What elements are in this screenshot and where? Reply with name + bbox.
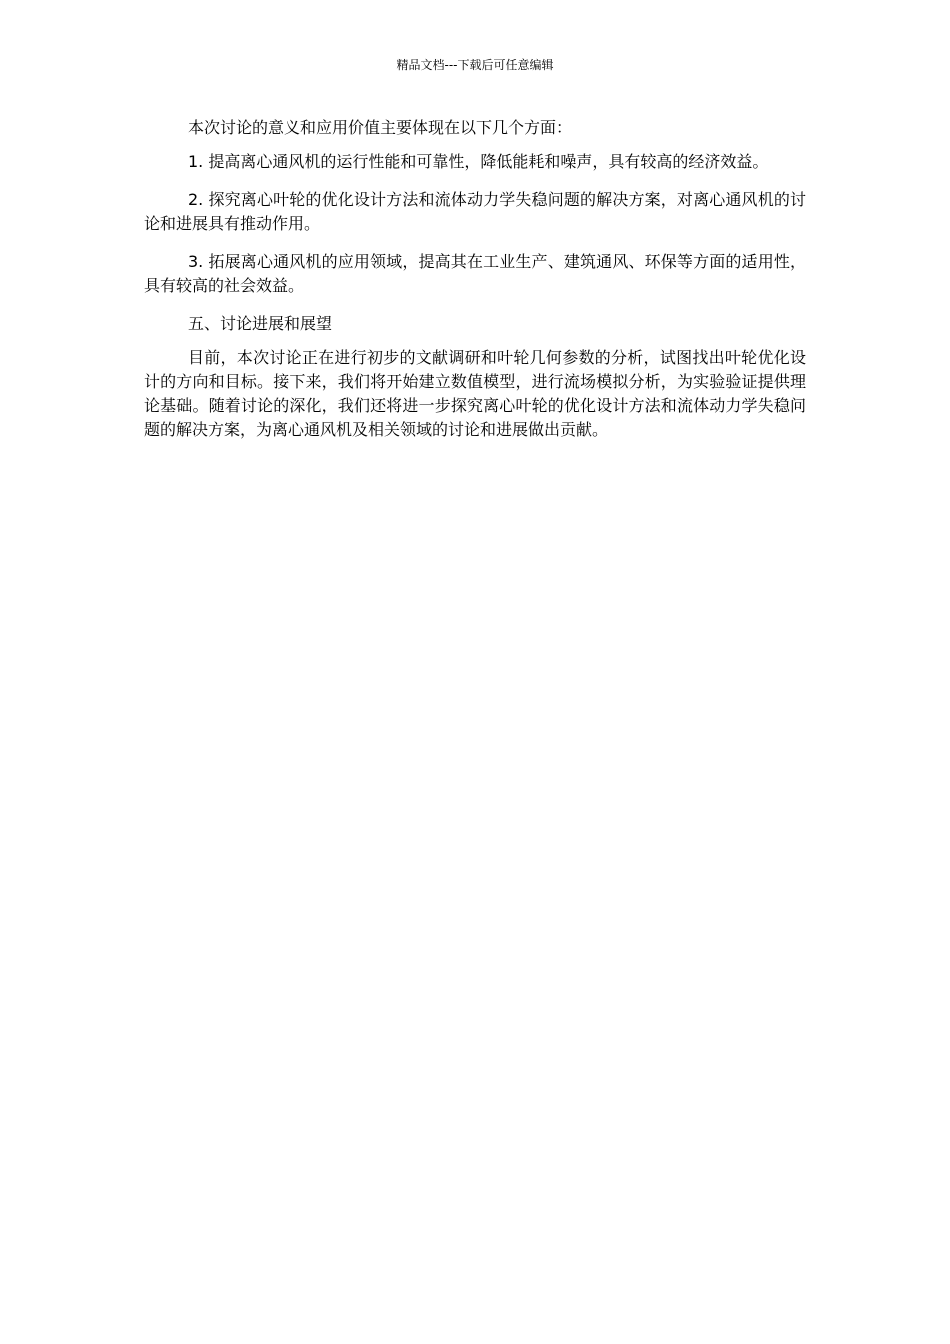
- document-body: [144, 116, 806, 456]
- point-item-1: 1. 提高离心通风机的运行性能和可靠性，降低能耗和噪声，具有较高的经济效益。: [188, 152, 769, 171]
- section-heading: 五、讨论进展和展望: [188, 314, 333, 333]
- point-item-3: 3. 拓展离心通风机的应用领域，提高其在工业生产、建筑通风、环保等方面的适用性，具有较高的社会效益。: [144, 252, 806, 295]
- page-header: 精品文档---下载后可任意编辑: [396, 58, 554, 72]
- point-item-2: 2. 探究离心叶轮的优化设计方法和流体动力学失稳问题的解决方案，对离心通风机的讨论和进展具有推动作用。: [144, 190, 806, 233]
- intro-paragraph: 本次讨论的意义和应用价值主要体现在以下几个方面：: [188, 118, 573, 137]
- closing-paragraph: 目前，本次讨论正在进行初步的文献调研和叶轮几何参数的分析，试图找出叶轮优化设计的方向和目标。接下来，我们将开始建立数值模型，进行流场模拟分析，为实验验证提供理论基础。随着讨论的深化，我们还将进一步探究离心叶轮的优化设计方法和流体动力学失稳问题的解决方案，为离心通风机及相关领域的讨论和进展做出贡献。: [144, 348, 806, 439]
